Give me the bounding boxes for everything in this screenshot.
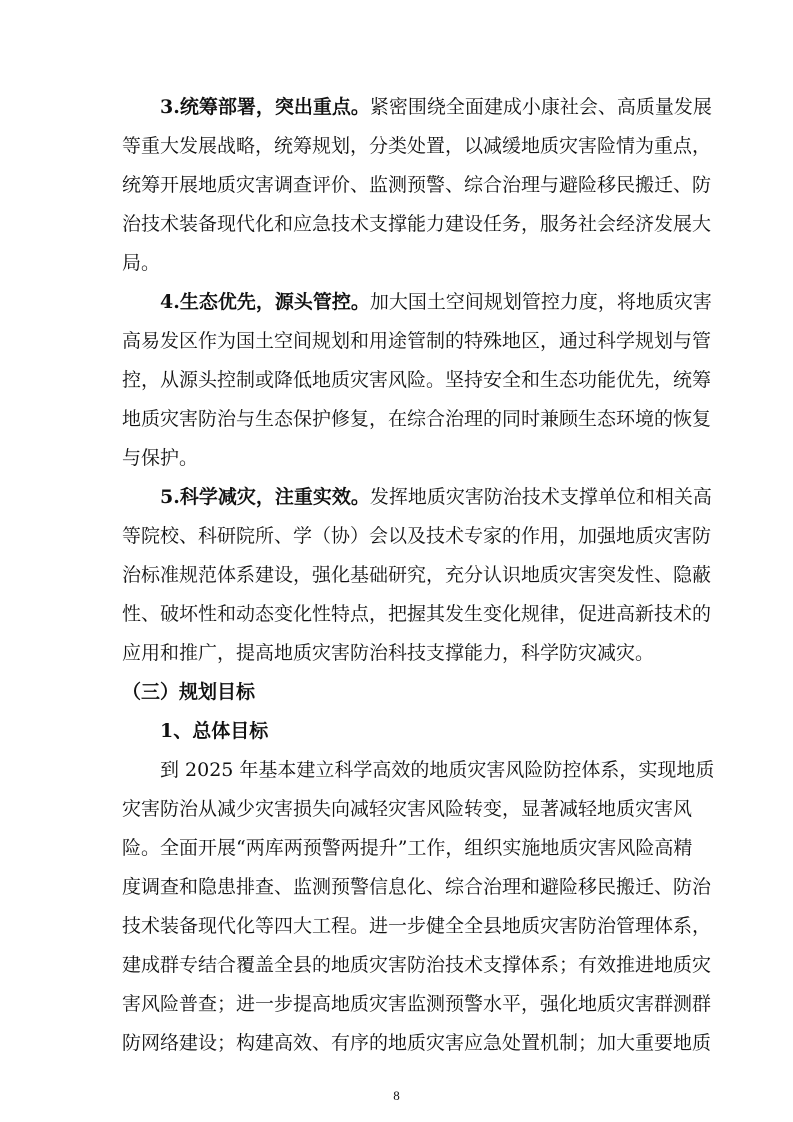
paragraph-3-line-4: 治技术装备现代化和应急技术支撑能力建设任务，服务社会经济发展大 [122, 213, 712, 235]
paragraph-3-lead: 3.统筹部署，突出重点。 [160, 96, 370, 118]
subsection-heading: 1、总体目标 [160, 720, 269, 742]
goal-line-4: 度调查和隐患排查、监测预警信息化、综合治理和避险移民搬迁、防治 [122, 876, 712, 898]
paragraph-5-lead: 5.科学减灾，注重实效。 [160, 486, 370, 508]
paragraph-5-line-5: 应用和推广，提高地质灾害防治科技支撑能力，科学防灾减灾。 [122, 642, 655, 664]
goal-line-2: 灾害防治从减少灾害损失向减轻灾害风险转变，显著减轻地质灾害风 [122, 798, 693, 820]
paragraph-4-line-4: 地质灾害防治与生态保护修复，在综合治理的同时兼顾生态环境的恢复 [122, 408, 712, 430]
paragraph-3-line-1: 3.统筹部署，突出重点。紧密围绕全面建成小康社会、高质量发展 [160, 96, 712, 118]
paragraph-5-line-2: 等院校、科研院所、学（协）会以及技术专家的作用，加强地质灾害防 [122, 525, 712, 547]
paragraph-4-line-2: 高易发区作为国土空间规划和用途管制的特殊地区，通过科学规划与管 [122, 330, 712, 352]
section-heading: （三）规划目标 [122, 681, 256, 703]
paragraph-3-line-2: 等重大发展战略，统筹规划，分类处置，以减缓地质灾害险情为重点， [122, 135, 712, 157]
goal-line-7: 害风险普查；进一步提高地质灾害监测预警水平，强化地质灾害群测群 [122, 993, 712, 1015]
paragraph-3-line-5: 局。 [122, 252, 161, 274]
goal-line-1: 到 2025 年基本建立科学高效的地质灾害风险防控体系，实现地质 [160, 759, 715, 781]
goal-line-6: 建成群专结合覆盖全县的地质灾害防治技术支撑体系；有效推进地质灾 [122, 954, 712, 976]
paragraph-4-lead: 4.生态优先，源头管控。 [160, 291, 370, 313]
goal-line-3: 险。全面开展“两库两预警两提升”工作，组织实施地质灾害风险高精 [122, 837, 693, 859]
goal-line-8: 防网络建设；构建高效、有序的地质灾害应急处置机制；加大重要地质 [122, 1032, 712, 1054]
paragraph-5-line-3: 治标准规范体系建设，强化基础研究，充分认识地质灾害突发性、隐蔽 [122, 564, 712, 586]
paragraph-4-line-5: 与保护。 [122, 447, 199, 469]
paragraph-5-line-1: 5.科学减灾，注重实效。发挥地质灾害防治技术支撑单位和相关高 [160, 486, 712, 508]
goal-line-5: 技术装备现代化等四大工程。进一步健全全县地质灾害防治管理体系， [122, 915, 712, 937]
paragraph-4-line-1: 4.生态优先，源头管控。加大国土空间规划管控力度，将地质灾害 [160, 291, 712, 313]
paragraph-3-line-3: 统筹开展地质灾害调查评价、监测预警、综合治理与避险移民搬迁、防 [122, 174, 712, 196]
paragraph-5-line-4: 性、破坏性和动态变化性特点，把握其发生变化规律，促进高新技术的 [122, 603, 712, 625]
page-number: 8 [393, 1088, 400, 1103]
paragraph-4-line-3: 控，从源头控制或降低地质灾害风险。坚持安全和生态功能优先，统筹 [122, 369, 712, 391]
